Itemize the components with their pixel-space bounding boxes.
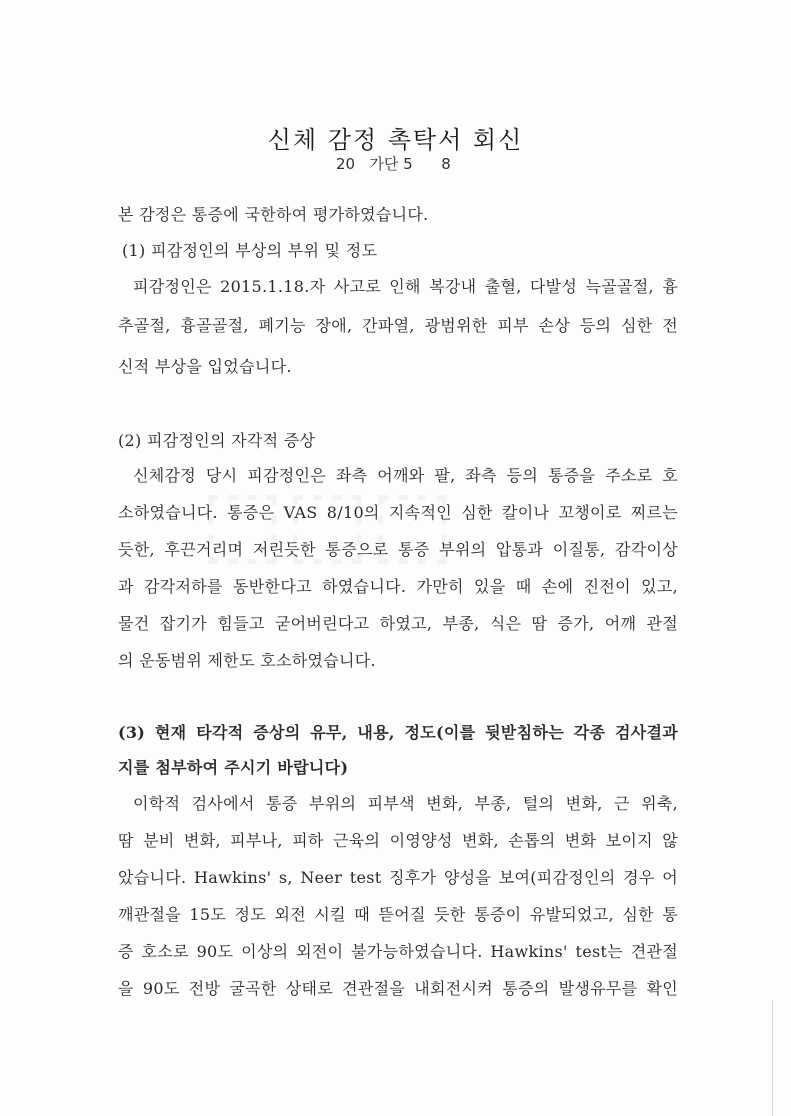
section-3-line-5: 증 호소로 90도 이상의 외전이 불가능하였습니다. Hawkins' test는 견관절 <box>118 942 678 961</box>
section-3-line-3: 았습니다. Hawkins' s, Neer test 징후가 양성을 보여(피감정인의 경우 어 <box>118 868 678 887</box>
section-2-line-2: 소하였습니다. 통증은 VAS 8/10의 지속적인 심한 칼이나 꼬챙이로 찌르는 <box>118 503 678 522</box>
section-2-line-3: 듯한, 후끈거리며 저린듯한 통증으로 통증 부위의 압통과 이질통, 감각이상 <box>118 540 678 559</box>
intro-statement: 본 감정은 통증에 국한하여 평가하였습니다. <box>118 205 429 224</box>
section-1-line-2: 추골절, 흉골골절, 폐기능 장애, 간파열, 광범위한 피부 손상 등의 심한 전 <box>118 316 678 335</box>
section-2-line-4: 과 감각저하를 동반한다고 하였습니다. 가만히 있을 때 손에 진전이 있고, <box>118 577 678 596</box>
scan-edge-mark <box>772 1000 773 1116</box>
section-3-heading-line-2: 지를 첨부하여 주시기 바랍니다) <box>118 758 349 777</box>
section-1-line-1: 피감정인은 2015.1.18.자 사고로 인해 복강내 출혈, 다발성 늑골골절, 흉 <box>133 277 678 296</box>
section-3-line-1: 이학적 검사에서 통증 부위의 피부색 변화, 부종, 털의 변화, 근 위축, <box>133 794 678 813</box>
section-3-heading-line-1: (3) 현재 타각적 증상의 유무, 내용, 정도(이를 뒷받침하는 각종 검사결과 <box>118 723 678 742</box>
section-3-line-6: 을 90도 전방 굴곡한 상태로 견관절을 내회전시켜 통증의 발생유무를 확인 <box>118 979 678 998</box>
section-1-line-3: 신적 부상을 입었습니다. <box>118 357 292 376</box>
section-2-line-6: 의 운동범위 제한도 호소하였습니다. <box>118 651 376 670</box>
section-3-line-4: 깨관절을 15도 정도 외전 시킬 때 뜯어질 듯한 통증이 유발되었고, 심한 통 <box>118 905 678 924</box>
document-title: 신체 감정 촉탁서 회신 <box>267 126 524 154</box>
section-1-heading: (1) 피감정인의 부상의 부위 및 정도 <box>122 241 378 260</box>
section-3-line-2: 땀 분비 변화, 피부나, 피하 근육의 이영양성 변화, 손톱의 변화 보이지 않 <box>118 831 678 850</box>
section-2-line-1: 신체감정 당시 피감정인은 좌측 어깨와 팔, 좌측 등의 통증을 주소로 호 <box>133 466 678 485</box>
case-number: 20 가단 5 8 <box>336 155 451 173</box>
section-2-heading: (2) 피감정인의 자각적 증상 <box>118 431 316 450</box>
section-2-line-5: 물건 잡기가 힘들고 굳어버린다고 하였고, 부종, 식은 땀 증가, 어깨 관절 <box>118 614 678 633</box>
